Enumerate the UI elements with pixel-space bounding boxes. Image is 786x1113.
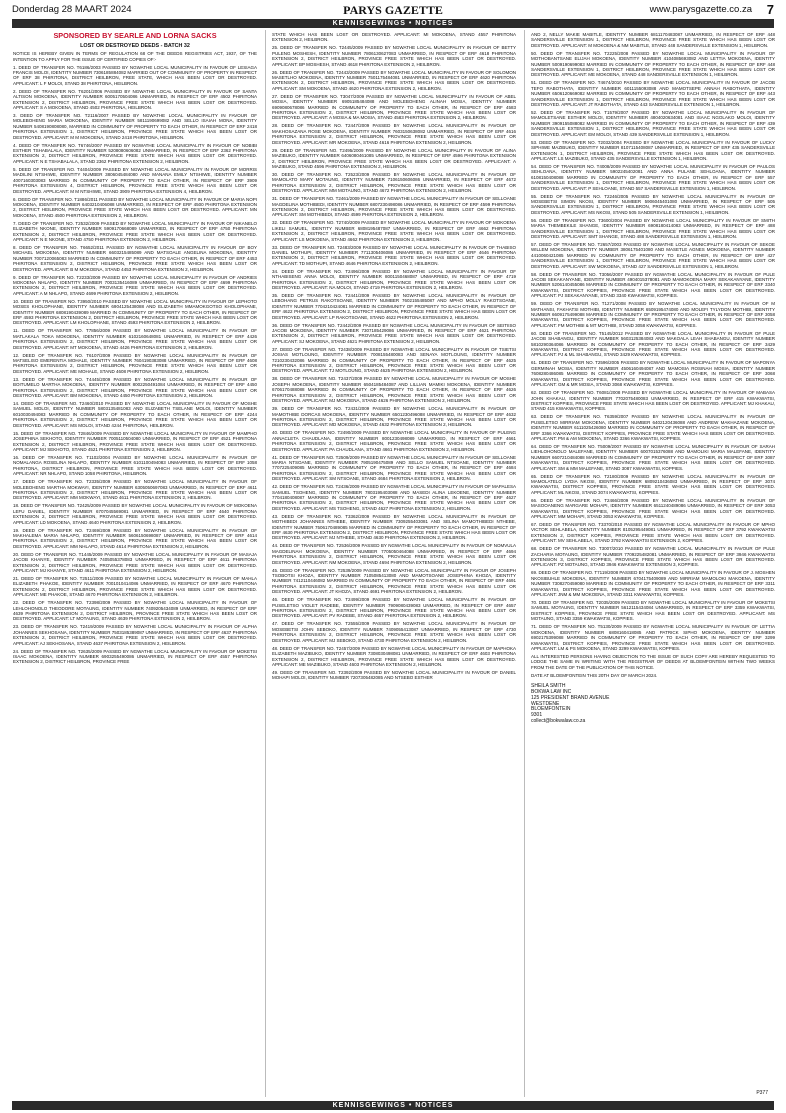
signature-line: collect@bokwalaw.co.za [531, 717, 586, 724]
notice-entry: 63. DEED OF TRANSFER NO. T6359/2007 PASSED BY NGWATHE LOCAL MUNICIPALITY IN FAVOUR OF PUSELETSO MIRRIAM MOKOENA, IDENTITY NUMBER 6402120436088 AND ANDREW MAKHAZANE MOKOENA, IDENTITY NUMBER 6111025426080 MARRIED IN COMMUNITY OF PROPERTY TO EACH OTHER, IN RESPECT OF ERF 3366 KWAKWATSI, DISTRICT KOPPIES, PROVINCE FREE STATE WHICH HAS BEEN LOST OR DESTROYED. APPLICANT: PM & AM MOKOENA, STAND 3366 KWAKWATSI, KOPPIES. [531, 414, 775, 441]
notice-entry: 3. DEED OF TRANSFER NO. T2116/2007 PASSED BY NGWATHE LOCAL MUNICIPALITY IN FAVOUR OF MOLEBOHENG MARIA MOKOENA, IDENTITY NUMBER 5811190699082 AND SELLO ISAIAH MONA, IDENTITY NUMBER 5408190808080, MARRIED IN COMMUNITY OF PROPERTY TO EACH OTHER, IN RESPECT OF ERF 2418 PHIRITONA EXTENSION 1, DISTRICT HEILBRON, PROVINCE FREE STATE WHICH HAS BEEN LOST OR DESTROYED. APPLICANT: M M MOKOENA, STAND 2418 PHIRITONA, HEILBRON. [13, 113, 257, 140]
notice-entry: 21. DEED OF TRANSFER NO. T2511/2009 PASSED BY NGWATHE LOCAL MUNICIPALITY IN FAVOUR OF MAHLA ELIZABETH PHAKOE, IDENTITY NUMBER 7001010414086 UNMARRIED, IN RESPECT OF ERF 4670 PHIRITONA EXTENSION 2, DISTRICT HEILBRON, PROVINCE FREE STATE WHICH HAS BEEN LOST OR DESTROYED. APPLICANT: ME PHAKOE, STAND 4670 PHIRITONA EXTENSION 2, HEILBRON. [13, 576, 257, 598]
notice-entry: 50. DEED OF TRANSFER NO. T2225/2008 PASSED BY NGWATHE LOCAL MUNICIPALITY IN FAVOUR OF MOTHOBANTSANE ELIJAH MOKOENA, IDENTITY NUMBER 4104085693082 AND LETTIA MOKOENA, IDENTITY NUMBER 5009190699083 MARRIED IN COMMUNITY OF PROPERTY TO EACH OTHER, IN RESPECT OF ERF 448 SANDERSVILLE EXTENSION 1, DISTRICT HEILBRON, PROVINCE FREE STATE WHICH HAS BEEN LOST OR DESTROYED. APPLICANT: ME MOKOENA, STAND 448 SANDERSVILLE EXTENSION 1, HEILBRON. [531, 50, 775, 78]
notice-entry: 60. DEED OF TRANSFER NO. T5145/2012 PASSED BY NGWATHE LOCAL MUNICIPALITY IN FAVOUR OF PULE JACOB SHABANGU, IDENTITY NUMBER 5603125384083 AND MAKOALA LEAH SHABANGU, IDENTITY NUMBER 5810290364086 MARRIED IN COMMUNITY OF PROPERTY TO EACH OTHER, IN RESPECT OF ERF 3429 KWAKWATSI, DISTRICT KOPPIES, PROVINCE FREE STATE WHICH HAS BEEN LOST OR DESTROYED. APPLICANT: PJ & ML SHABANGU, STAND 3429 KWAKWATSI, KOPPIES. [531, 330, 775, 358]
notice-entry: 61. DEED OF TRANSFER NO. T2596/2005 PASSED BY NGWATHE LOCAL MUNICIPALITY IN FAVOUR OF MAPONYA GERMINAH MOSIA, IDENTITY NUMBER 4506160494087 AND MAMOSIA ROSINAH MOSIA, IDENTITY NUMBER 7608280486085 MARRIED IN COMMUNITY OF PROPERTY TO EACH OTHER, IN RESPECT OF ERF 3068 KWAKWATSI, DISTRICT KOPPIES, PROVINCE FREE STATE WHICH HAS BEEN LOST OR DESTROYED. APPLICANT: GM & MR MOSIA, STAND 3068 KWAKWATSI, KOPPIES. [531, 360, 775, 388]
notice-entry: 58. DEED OF TRANSFER NO. T3056/2007 PASSED BY NGWATHE LOCAL MUNICIPALITY IN FAVOUR OF PULE JACOB SEKAKANYANE, IDENTITY NUMBER 4904015378081 AND MAMOKOENA MARY SEKAKANYANE, IDENTITY NUMBER 5206140455086 MARRIED IN COMMUNITY OF PROPERTY TO EACH OTHER, IN RESPECT OF ERF 3340 KWAKWATSI, DISTRICT KOPPIES, PROVINCE FREE STATE WHICH HAS BEEN LOST OR DESTROYED. APPLICANT: PJ SEKAKANYANE, STAND 3340 KWAKWATSI, KOPPIES. [531, 271, 775, 299]
notice-entry: 40. DEED OF TRANSFER NO. T2490/2009 PASSED BY NGWATHE LOCAL MUNICIPALITY IN FAVOUR OF PULENG ANNACLETA CHAUDLANA, IDENTITY NUMBER 8001230498089 UNMARRIED, IN RESPECT OF ERF 4661 PHIRITONA EXTENSION 2, DISTRICT HEILBRON, PROVINCE FREE STATE WHICH HAS BEEN LOST OR DESTROYED. APPLICANT: PA CHAUDLANA, STAND 4661 PHIRITONA EXTENSION 2, HEILBRON. [272, 430, 516, 452]
notice-entry: 42. DEED OF TRANSFER NO. T2436/2009 PASSED BY NGWATHE LOCAL MUNICIPALITY IN FAVOUR OF MAPALESA SAMUEL TSOHENG, IDENTITY NUMBER 7803195403088 AND MASEDI ALINA LEKOENE, IDENTITY NUMBER 7704180408087 MARRIED IN COMMUNITY OF PROPERTY TO EACH OTHER, IN RESPECT OF ERF 4627 PHIRITONA EXTENSION 2, DISTRICT HEILBRON, PROVINCE FREE STATE WHICH HAS BEEN LOST OR DESTROYED. APPLICANT: MS TSOHENG, STAND 4627 PHIRITONA EXTENSION 2, HEILBRON. [272, 484, 516, 511]
notice-entry: 55. DEED OF TRANSFER NO. T2246/2005 PASSED BY NGWATHE LOCAL MUNICIPALITY IN FAVOUR OF MOSEBETSI SIMON NKOSI, IDENTITY NUMBER 5906045401080 UNMARRIED, IN RESPECT OF ERF 505 SANDERSVILLE EXTENSION 1, DISTRICT HEILBRON, PROVINCE FREE STATE WHICH HAS BEEN LOST OR DESTROYED. APPLICANT: MS NKOSI, STAND 505 SANDERSVILLE EXTENSION 1, HEILBRON. [531, 193, 775, 215]
notice-entry: 4. DEED OF TRANSFER NO. T6746/2007 PASSED BY NGWATHE LOCAL MUNICIPALITY IN FAVOUR OF NOBIBI ESTHER TSHABALALA, IDENTITY NUMBER 5208080606082 UNMARRIED, IN RESPECT OF ERF 2362 PHIRITONA EXTENSION 2, DISTRICT HEILBRON, PROVINCE FREE STATE WHICH HAS BEEN LOST OR DESTROYED. APPLICANT: N E TSHABALALA, STAND 2362 PHIRITONA EXTENSION 2, HEILBRON. [13, 142, 257, 164]
notice-entry: 68. DEED OF TRANSFER NO. T3007/2010 PASSED BY NGWATHE LOCAL MUNICIPALITY IN FAVOUR OF PULE ZACHARIA MOTAUNG, IDENTITY NUMBER 7709225482081 UNMARRIED, IN RESPECT OF ERF 3946 KWAKWATSI EXTENSION 3, DISTRICT KOPPIES, PROVINCE FREE STATE WHICH HAS BEEN LOST OR DESTROYED. APPLICANT: PZ MOTAUNG, STAND 3946 KWAKWATSI EXTENSION 3, KOPPIES. [531, 546, 775, 568]
notice-entry: 44. DEED OF TRANSFER NO. T2536/2009 PASSED BY NGWATHE LOCAL MUNICIPALITY IN FAVOUR OF NOMVULA MAGDELINAH MOKOENA, IDENTITY NUMBER 7705050464088 UNMARRIED, IN RESPECT OF ERF 4694 PHIRITONA EXTENSION 2, DISTRICT HEILBRON, PROVINCE FREE STATE WHICH HAS BEEN LOST OR DESTROYED. APPLICANT: NM MOKOENA, STAND 4694 PHIRITONA EXTENSION 2, HEILBRON. [272, 543, 516, 565]
notice-entry: ALL INTERESTED PERSONS HAVING OBJECTION TO THE ISSUE OF SUCH COPY ARE HEREBY REQUESTED TO LODGE THE SAME IN WRITING WITH THE REGISTRAR OF DEEDS AT BLOEMFONTEIN WITHIN TWO WEEKS FROM THE DATE OF THE PUBLICATION OF THIS NOTICE. [531, 653, 775, 670]
notice-entry: 33. DEED OF TRANSFER NO. T2483/2009 PASSED BY NGWATHE LOCAL MUNICIPALITY IN FAVOUR OF THABISO DANIEL MOTHUPI, IDENTITY NUMBER 7711305406086 UNMARRIED, IN RESPECT OF ERF 4646 PHIRITONA EXTENSION 2, DISTRICT HEILBRON, PROVINCE FREE STATE WHICH HAS BEEN LOST OR DESTROYED. APPLICANT: TD MOTHUPI, STAND 4646 PHIRITONA EXTENSION 2, HEILBRON. [272, 244, 516, 266]
notice-entry: 26. DEED OF TRANSFER NO. T2443/2009 PASSED BY NGWATHE LOCAL MUNICIPALITY IN FAVOUR OF SOLOMON MASETLHO MOKOENA, IDENTITY NUMBER 7501175484081 UNMARRIED, IN RESPECT OF ERF 4620 PHIRITONA EXTENSION 2, DISTRICT HEILBRON, PROVINCE FREE STATE WHICH HAS BEEN LOST OR DESTROYED. APPLICANT: SM MOKOENA, STAND 4620 PHIRITONA EXTENSION 2, HEILBRON. [272, 69, 516, 91]
notice-entry: 65. DEED OF TRANSFER NO. T2180/2009 PASSED BY NGWATHE LOCAL MUNICIPALITY IN FAVOUR OF MAMOLATELO LYDIA NKOSI, IDENTITY NUMBER 6809210436083 UNMARRIED, IN RESPECT OF ERF 3074 KWAKWATSI, DISTRICT KOPPIES, PROVINCE FREE STATE WHICH HAS BEEN LOST OR DESTROYED. APPLICANT: ML NKOSI, STAND 3074 KWAKWATSI, KOPPIES. [531, 473, 775, 495]
signature-line: BOKWA LAW INC [531, 688, 572, 695]
notice-entry: 37. DEED OF TRANSFER NO. T2438/2009 PASSED BY NGWATHE LOCAL MUNICIPALITY IN FAVOUR OF TSIETSI JOSIAS MOTLOUNG, IDENTITY NUMBER 7008155480083 AND SENAYA MOTLOUNG, IDENTITY NUMBER 7210230432086 MARRIED IN COMMUNITY OF PROPERTY TO EACH OTHER, IN RESPECT OF ERF 4625 PHIRITONA EXTENSION 2, DISTRICT HEILBRON, PROVINCE FREE STATE WHICH HAS BEEN LOST OR DESTROYED. APPLICANT: TJ MOTLOUNG, STAND 4625 PHIRITONA EXTENSION 2, HEILBRON. [272, 346, 516, 374]
notice-entry: 66. DEED OF TRANSFER NO. T2466/2009 PASSED BY NGWATHE LOCAL MUNICIPALITY IN FAVOUR OF MASOOANENG MARGARE MOHAPI, IDENTITY NUMBER 6511240489086 UNMARRIED, IN RESPECT OF ERF 3053 KWAKWATSI, DISTRICT KOPPIES, PROVINCE FREE STATE WHICH HAS BEEN LOST OR DESTROYED. APPLICANT: MM MOHAPI, STAND 3053 KWAKWATSI, KOPPIES. [531, 497, 775, 519]
notice-entry: 24. DEED OF TRANSFER NO. T2635/2009 PASSED BY NGWATHE LOCAL MUNICIPALITY IN FAVOUR OF MOKETSI ISAAC MOKOENA, IDENTITY NUMBER 6903255490086 UNMARRIED, IN RESPECT OF ERF 4557 PHIRITONA EXTENSION 2, DISTRICT HEILBRON, PROVINCE FREE [13, 648, 257, 665]
notice-entry: 8. DEED OF TRANSFER NO. T6652/2011 PASSED BY NGWATHE LOCAL MUNICIPALITY IN FAVOUR OF BOY MICHAEL MOKOENA, IDENTITY NUMBER 6603215485089 AND MATSOALE ANGELINA MOKOENA, IDENTITY NUMBER 7007120065083 MARRIED IN COMMUNITY OF PROPERTY TO EACH OTHER, IN RESPECT OF ERF 4453 PHIRITONA EXTENSION 2, DISTRICT HEILBRON, PROVINCE FREE STATE WHICH HAS BEEN LOST OR DESTROYED. APPLICANT: B M MOKOENA, STAND 4453 PHIRITONA EXTENSION 2, HEILBRON. [13, 244, 257, 272]
notice-entry: 23. DEED OF TRANSFER NO. T2419/2009 PASSED BY NGWATHE LOCAL MUNICIPALITY IN FAVOUR OF ALPHA JOHANNES SEKHOSANA, IDENTITY NUMBER 7503185389087 UNMARRIED, IN RESPECT OF ERF 4637 PHIRITONA EXTENSION 2, DISTRICT HEILBRON, PROVINCE FREE STATE WHICH HAS BEEN LOST OR DESTROYED. APPLICANT: AJ SEKHOSANA, STAND 4637 PHIRITONA EXTENSION 2, HEILBRON. [13, 624, 257, 646]
notice-entry: 6. DEED OF TRANSFER NO. T1886/2011 PASSED BY NGWATHE LOCAL MUNICIPALITY IN FAVOUR OF MARIA NOPI MOKOENA, IDENTITY NUMBER 6403210406088 UNMARRIED, IN RESPECT OF ERF 4500 PHIRITONA EXTENSION 2, DISTRICT HEILBRON, PROVINCE FREE STATE WHICH HAS BEEN LOST OR DESTROYED. APPLICANT: MN MOKOENA, STAND 4500 PHIRITONA EXTENSION 2, HEILBRON. [13, 196, 257, 218]
notice-entry: 46. DEED OF TRANSFER NO. T2499/2009 PASSED BY NGWATHE LOCAL MUNICIPALITY IN FAVOUR OF PUSELETSO VIOLET RADEBE, IDENTITY NUMBER 7909080439083 UNMARRIED, IN RESPECT OF ERF 4657 PHIRITONA EXTENSION 2, DISTRICT HEILBRON, PROVINCE FREE STATE WHICH HAS BEEN LOST OR DESTROYED. APPLICANT: PV RADEBE, STAND 4657 PHIRITONA EXTENSION 2, HEILBRON. [272, 597, 516, 619]
notice-entry: 71. DEED OF TRANSFER NO. T5130/2009 PASSED BY NGWATHE LOCAL MUNICIPALITY IN FAVOUR OF LETTIA MOKOENA, IDENTITY NUMBER 6808160418085 AND PATRICK SIPHO MOKOENA, IDENTITY NUMBER 6902175399088 MARRIED IN COMMUNITY OF PROPERTY TO EACH OTHER, IN RESPECT OF ERF 3299 KWAKWATSI, DISTRICT KOPPIES, PROVINCE FREE STATE WHICH HAS BEEN LOST OR DESTROYED. APPLICANT: LM & PS MOKOENA, STAND 3299 KWAKWATSI, KOPPIES. [531, 624, 775, 651]
notice-entry: 34. DEED OF TRANSFER NO. T2496/2009 PASSED BY NGWATHE LOCAL MUNICIPALITY IN FAVOUR OF NTHABISENG ANNA MOLOI, IDENTITY NUMBER 8001150468087 UNMARRIED, IN RESPECT OF ERF 4719 PHIRITONA EXTENSION 2, DISTRICT HEILBRON, PROVINCE FREE STATE WHICH HAS BEEN LOST OR DESTROYED. APPLICANT: NA MOLOI, STAND 4719 PHIRITONA EXTENSION 2, HEILBRON. [272, 268, 516, 290]
notice-entry: 67. DEED OF TRANSFER NO. T3370/2010 PASSED BY NGWATHE LOCAL MUNICIPALITY IN FAVOUR OF MPHO VICTOR SEHLABELA, IDENTITY NUMBER 8105295449081 UNMARRIED, IN RESPECT OF ERF 3792 KWAKWATSI EXTENSION 2, DISTRICT KOPPIES, PROVINCE FREE STATE WHICH HAS BEEN LOST OR DESTROYED. APPLICANT: MV SEHLABELA, STAND 3792 KWAKWATSI EXTENSION 2, KOPPIES. [531, 522, 775, 544]
notice-entry: 5. DEED OF TRANSFER NO. T4404/2009 PASSED BY NGWATHE LOCAL MUNICIPALITY IN FAVOUR OF MORRIS MADILINI NTSHIWE, IDENTITY NUMBER 3806045484080 AND MANANA EMILY NTSHIWE, IDENTITY NUMBER 4007160303083 MARRIED IN COMMUNITY OF PROPERTY TO EACH OTHER, IN RESPECT OF ERF 3909 PHIRITONA EXTENSION 4, DISTRICT HEILBRON, PROVINCE FREE STATE WHICH HAS BEEN LOST OR DESTROYED. APPLICANT: M M NTSHIWE, STAND 3909 PHIRITONA EXTENSION 4, HEILBRON. [13, 166, 257, 194]
notice-entry: 43. DEED OF TRANSFER NO. T3362/2009 PASSED BY NGWATHE LOCAL MUNICIPALITY IN FAVOUR OF MOTHIBEDI JOHANNES NTHEBE, IDENTITY NUMBER 7309255403081 AND SELINA MAMOTHIBEDI NTHEBE, IDENTITY NUMBER 7506170489085 MARRIED IN COMMUNITY OF PROPERTY TO EACH OTHER, IN RESPECT OF ERF 4630 PHIRITONA EXTENSION 2, DISTRICT HEILBRON, PROVINCE FREE STATE WHICH HAS BEEN LOST OR DESTROYED. APPLICANT: MJ NTHEBE, STAND 4630 PHIRITONA EXTENSION 2, HEILBRON. [272, 513, 516, 541]
notice-entry: 2. DEED OF TRANSFER NO. T6201/2006 PASSED BY NGWATHE LOCAL MUNICIPALITY IN FAVOUR OF SANTA ALTISON MOKOENA, IDENTITY NUMBER 6005170504086 UNMARRIED, IN RESPECT OF ERF 4502 PHIRITONA EXTENSION 2, DISTRICT HEILBRON, PROVINCE FREE STATE WHICH HAS BEEN LOST OR DESTROYED. APPLICANT: S A MOKOENA, STAND 4502 PHIRITONA, HEILBRON. [13, 88, 257, 111]
page-header [12, 4, 774, 18]
notice-entry: 31. DEED OF TRANSFER NO. T2461/2009 PASSED BY NGWATHE LOCAL MUNICIPALITY IN FAVOUR OF SELLOANE MAGDELINA MOTHIBEDI, IDENTITY NUMBER 6807230498086 UNMARRIED, IN RESPECT OF ERF 4599 PHIRITONA EXTENSION 2, DISTRICT HEILBRON, PROVINCE FREE STATE WHICH HAS BEEN LOST OR DESTROYED. APPLICANT: SM MOTHIBEDI, STAND 4599 PHIRITONA EXTENSION 2, HEILBRON. [272, 196, 516, 218]
notice-entry: 45. DEED OF TRANSFER NO. T2539/2009 PASSED BY NGWATHE LOCAL MUNICIPALITY IN FAVOUR OF JOSEPH TSOBOTSI KHOZA, IDENTITY NUMBER 7105085413080 AND MAMOTSOANE JOSEPHINA KHOZA, IDENTITY NUMBER 7412110446082 MARRIED IN COMMUNITY OF PROPERTY TO EACH OTHER, IN RESPECT OF ERF 4691 PHIRITONA EXTENSION 2, DISTRICT HEILBRON, PROVINCE FREE STATE WHICH HAS BEEN LOST OR DESTROYED. APPLICANT: JT KHOZA, STAND 4691 PHIRITONA EXTENSION 2, HEILBRON. [272, 567, 516, 595]
section-bar-top: KENNISGEWINGS • NOTICES [12, 19, 774, 28]
notice-entry: 51. DEED OF TRANSFER NO. T4674/2010 PASSED BY NGWATHE LOCAL MUNICIPALITY IN FAVOUR OF JACOB TEFO RABOTHATA, IDENTITY NUMBER 6011155093088 AND MAMOTSEPE ANNAH RABOTHATA, IDENTITY NUMBER 6506120669082 MARRIED IN COMMUNITY OF PROPERTY TO EACH OTHER, IN RESPECT OF ERF 443 SANDERSVILLE EXTENSION 1, DISTRICT HEILBRON, PROVINCE FREE STATE WHICH HAS BEEN LOST OR DESTROYED. APPLICANT: JT RABOTHATA, STAND 443 SANDERSVILLE EXTENSION 1, HEILBRON. [531, 80, 775, 108]
notice-entry: 69. DEED OF TRANSFER NO. T7119/2008 PASSED BY NGWATHE LOCAL MUNICIPALITY IN FAVOUR OF J. MOSHEN NKOSIBUHLE MOKOENA, IDENTITY NUMBER 6704175409089 AND MIRRIAM MAMOLOKI MAKOENA, IDENTITY NUMBER 7308270459080 MARRIED IN COMMUNITY OF PROPERTY TO EACH OTHER, IN RESPECT OF ERF 3311 KWAKWATSI, DISTRICT KOPPIES, PROVINCE FREE STATE WHICH HAS BEEN LOST OR DESTROYED. APPLICANT: JNM & MM MOKOENA, STAND 3311 KWAKWATSI, KOPPIES. [531, 570, 775, 598]
notice-entry: STATE WHICH HAS BEEN LOST OR DESTROYED. APPLICANT: MI MOKOENA, STAND 4557 PHIRITONA EXTENSION 2, HEILBRON. [272, 32, 516, 43]
notice-entry: 29. DEED OF TRANSFER NO. T2495/2009 PASSED BY NGWATHE LOCAL MUNICIPALITY IN FAVOUR OF ALINA MAZIBUKO, IDENTITY NUMBER 6406080461085 UNMARRIED, IN RESPECT OF ERF 4596 PHIRITONA EXTENSION 2, DISTRICT HEILBRON, PROVINCE FREE STATE WHICH HAS BEEN LOST OR DESTROYED. APPLICANT: A MAZIBUKO, STAND 4596 PHIRITONA EXTENSION 2, HEILBRON. [272, 147, 516, 169]
signature-block [531, 684, 775, 725]
notice-entry: 36. DEED OF TRANSFER NO. T2442/2009 PASSED BY NGWATHE LOCAL MUNICIPALITY IN FAVOUR OF SEITIISO JACOB MOKOENA, IDENTITY NUMBER 7307185429086 UNMARRIED, IN RESPECT OF ERF 4621 PHIRITONA EXTENSION 2, DISTRICT HEILBRON, PROVINCE FREE STATE WHICH HAS BEEN LOST OR DESTROYED. APPLICANT: SJ MOKOENA, STAND 4621 PHIRITONA EXTENSION 2, HEILBRON. [272, 322, 516, 344]
notice-entry: 56. DEED OF TRANSFER NO. T3600/2004 PASSED BY NGWATHE LOCAL MUNICIPALITY IN FAVOUR OF SMITH MARIA THEMBEKILE SHANGE, IDENTITY NUMBER 6908180414083 UNMARRIED, IN RESPECT OF ERF 488 SANDERSVILLE EXTENSION 1, DISTRICT HEILBRON, PROVINCE FREE STATE WHICH HAS BEEN LOST OR DESTROYED. APPLICANT: SMT SHANGE, STAND 488 SANDERSVILLE EXTENSION 1, HEILBRON. [531, 217, 775, 239]
notice-entry: 9. DEED OF TRANSFER NO. T2233/2009 PASSED BY NGWATHE LOCAL MUNICIPALITY IN FAVOUR OF ANDRIES MOKOENA NHLAPO, IDENTITY NUMBER 7003135416089 UNMARRIED, IN RESPECT OF ERF 4699 PHIRITONA EXTENSION 2, DISTRICT HEILBRON, PROVINCE FREE STATE WHICH HAS BEEN LOST OR DESTROYED. APPLICANT: A M NHLAPO, STAND 4699 PHIRITONA EXTENSION 2, HEILBRON. [13, 274, 257, 296]
notice-entry: 70. DEED OF TRANSFER NO. T2035/2009 PASSED BY NGWATHE LOCAL MUNICIPALITY IN FAVOUR OF MOKETSI SAMUEL MOTAUNG, IDENTITY NUMBER 5612115434084 UNMARRIED, IN RESPECT OF ERF 3359 KWAKWATSI, DISTRICT KOPPIES, PROVINCE FREE STATE WHICH HAS BEEN LOST OR DESTROYED. APPLICANT: MS MOTAUNG, STAND 3359 KWAKWATSI, KOPPIES. [531, 600, 775, 622]
notice-entry: 22. DEED OF TRANSFER NO. T2398/2009 PASSED BY NGWATHE LOCAL MUNICIPALITY IN FAVOUR OF LEHLOHONOLO THEODORE MOTAUNG, IDENTITY NUMBER 7409205434089 UNMARRIED, IN RESPECT OF ERF 4639 PHIRITONA EXTENSION 2, DISTRICT HEILBRON, PROVINCE FREE STATE WHICH HAS BEEN LOST OR DESTROYED. APPLICANT: LT MOTAUNG, STAND 4639 PHIRITONA EXTENSION 2, HEILBRON. [13, 600, 257, 622]
notice-entry: 27. DEED OF TRANSFER NO. T3047/2009 PASSED BY NGWATHE LOCAL MUNICIPALITY IN FAVOUR OF ABEL MOSIA, IDENTITY NUMBER 6905185484088 AND MOLEBOHENG ALINAH MOSIA, IDENTITY NUMBER 6909080678086 MARRIED IN COMMUNITY OF PROPERTY TO EACH OTHER, IN RESPECT OF ERF 4583 PHIRITONA EXTENSION 2, DISTRICT HEILBRON, PROVINCE FREE STATE WHICH HAS BEEN LOST OR DESTROYED. APPLICANT: A MOSIA & MA MOSIA, STAND 4583 PHIRITONA EXTENSION 2, HEILBRON. [272, 93, 516, 121]
notice-entry: 53. DEED OF TRANSFER NO. T2032/2004 PASSED BY NGWATHE LOCAL MUNICIPALITY IN FAVOUR OF LUCKY SIPHIWE MAZIBUKO, IDENTITY NUMBER 8107115408087 UNMARRIED, IN RESPECT OF ERF 435 SANDERSVILLE EXTENSION 1, DISTRICT HEILBRON, PROVINCE FREE STATE WHICH HAS BEEN LOST OR DESTROYED. APPLICANT: LS MAZIBUKO, STAND 435 SANDERSVILLE EXTENSION 1, HEILBRON. [531, 139, 775, 161]
column-divider [524, 30, 525, 1097]
notice-entry: 16. DEED OF TRANSFER NO. T1102/2004 PASSED BY NGWATHE LOCAL MUNICIPALITY IN FAVOUR OF NOMALANGA ROSELINA NHLAPO, IDENTITY NUMBER 6101100494083 UNMARRIED, IN RESPECT OF ERF 1058 PHIRITONA, DISTRICT HEILBRON, PROVINCE FREE STATE WHICH HAS BEEN LOST OR DESTROYED. APPLICANT: NR NHLAPO, STAND 1058 PHIRITONA, HEILBRON. [13, 454, 257, 477]
page-number: 7 [766, 2, 774, 17]
notice-entry: 48. DEED OF TRANSFER NO. T2457/2009 PASSED BY NGWATHE LOCAL MUNICIPALITY IN FAVOUR OF MAPHOKA ELIZABETH MAZIBUKO, IDENTITY NUMBER 7308030498081 UNMARRIED, IN RESPECT OF ERF 4603 PHIRITONA EXTENSION 2, DISTRICT HEILBRON, PROVINCE FREE STATE WHICH HAS BEEN LOST OR DESTROYED. APPLICANT: ME MAZIBUKO, STAND 4603 PHIRITONA EXTENSION 2, HEILBRON. [272, 645, 516, 667]
issue-date: Donderdag 28 MAART 2024 [12, 4, 132, 15]
website-link[interactable]: www.parysgazette.co.za [649, 4, 752, 15]
notice-entry: AND 2, NELLY MAKIE MABITLE, IDENTITY NUMBER 6811170483087 UNMARRIED, IN RESPECT OF ERF 448 SANDERSVILLE EXTENSION 1, DISTRICT HEILBRON, PROVINCE FREE STATE WHICH HAS BEEN LOST OR DESTROYED. APPLICANT: M MOKOENA & NM MABITLE, STAND 448 SANDERSVILLE EXTENSION 1, HEILBRON. [531, 32, 775, 48]
signature-line: BLOEMFONTEIN [531, 706, 571, 713]
section-bar-bottom: KENNISGEWINGS • NOTICES [12, 1101, 774, 1110]
notice-entry: 59. DEED OF TRANSFER NO. T1271/2008 PASSED BY NGWATHE LOCAL MUNICIPALITY IN FAVOUR OF M MATHANSI, FAKHATSI MOTHIBI, IDENTITY NUMBER 6509195474080 AND MOLEFI TYLYDON MOTHIBI, IDENTITY NUMBER 6609175499088 MARRIED IN COMMUNITY OF PROPERTY TO EACH OTHER, IN RESPECT OF ERF 3058 KWAKWATSI, DISTRICT KOPPIES, PROVINCE FREE STATE WHICH HAS BEEN LOST OR DESTROYED. APPLICANT: FM MOTHIBI & MT MOTHIBI, STAND 3058 KWAKWATSI, KOPPIES. [531, 301, 775, 328]
signature-line: 9301 [531, 712, 543, 719]
notice-entry: 10. DEED OF TRANSFER NO. T3950/2010 PASSED BY NGWATHE LOCAL MUNICIPALITY IN FAVOUR OF LEPHOTO MOSES KHOLOPHANE, IDENTITY NUMBER 6904125438088 AND ELIZABETH MMAMOKGOTSO KHOLOPHANE, IDENTITY NUMBER 6808190439089 MARRIED IN COMMUNITY OF PROPERTY TO EACH OTHER, IN RESPECT OF ERF 4593 PHIRITONA EXTENSION 2, DISTRICT HEILBRON, PROVINCE FREE STATE WHICH HAS BEEN LOST OR DESTROYED. APPLICANT: LM KHOLOPHANE, STAND 4593 PHIRITONA EXTENSION 2, HEILBRON. [13, 298, 257, 326]
notice-entry: 54. DEED OF TRANSFER NO. T4008/2009 PASSED BY NGWATHE LOCAL MUNICIPALITY IN FAVOUR OF PAULOS SEHLOANA, IDENTITY NUMBER 5902245402081 AND ANNA PULANE SEHLOANA, IDENTITY NUMBER 6108150408088 MARRIED IN COMMUNITY OF PROPERTY TO EACH OTHER, IN RESPECT OF ERF 557 SANDERSVILLE EXTENSION 1, DISTRICT HEILBRON, PROVINCE FREE STATE WHICH HAS BEEN LOST OR DESTROYED. APPLICANT: P SEHLOANE, STAND 557 SANDERSVILLE EXTENSION 1, HEILBRON. [531, 163, 775, 191]
notice-entry: 39. DEED OF TRANSFER NO. T2431/2009 PASSED BY NGWATHE LOCAL MUNICIPALITY IN FAVOUR OF MAMOTHIBE DORCAS MOKOENA, IDENTITY NUMBER 6501230496088 UNMARRIED, IN RESPECT OF ERF 4632 PHIRITONA EXTENSION 2, DISTRICT HEILBRON, PROVINCE FREE STATE WHICH HAS BEEN LOST OR DESTROYED. APPLICANT: MD MOKOENA, STAND 4632 PHIRITONA EXTENSION 2, HEILBRON. [272, 406, 516, 428]
notice-entry: 57. DEED OF TRANSFER NO. T2657/2003 PASSED BY NGWATHE LOCAL MUNICIPALITY IN FAVOUR OF SEKOE WILLEM MOKOENA, IDENTITY NUMBER 3806175401080 AND MASETLE AGNES MOKOENA, IDENTITY NUMBER 4410060421085 MARRIED IN COMMUNITY OF PROPERTY TO EACH OTHER, IN RESPECT OF ERF 427 SANDERSVILLE EXTENSION 1, DISTRICT HEILBRON, PROVINCE FREE STATE WHICH HAS BEEN LOST OR DESTROYED. APPLICANT: SW MOKOENA, STAND 427 SANDERSVILLE EXTENSION 1, HEILBRON. [531, 241, 775, 269]
notice-entry: 30. DEED OF TRANSFER NO. T2523/2009 PASSED BY NGWATHE LOCAL MUNICIPALITY IN FAVOUR OF MAMOLATO MARY MOTAUNG, IDENTITY NUMBER 7106150606086 UNMARRIED, IN RESPECT OF ERF 4672 PHIRITONA EXTENSION 2, DISTRICT HEILBRON, PROVINCE FREE STATE WHICH HAS BEEN LOST OR DESTROYED. APPLICANT: MM MOTAUNG, STAND 4672 PHIRITONA EXTENSION 2, HEILBRON. [272, 171, 516, 194]
newspaper-name: PARYS GAZETTE [343, 3, 443, 17]
notice-column-1 [13, 32, 257, 667]
notice-entry: 17. DEED OF TRANSFER NO. T2335/2009 PASSED BY NGWATHE LOCAL MUNICIPALITY IN FAVOUR OF MOLEBOHENG MARTHA MOKWAYI, IDENTITY NUMBER 6305050697083 UNMARRIED, IN RESPECT OF ERF 4611 PHIRITONA EXTENSION 2, DISTRICT HEILBRON, PROVINCE FREE STATE WHICH HAS BEEN LOST OR DESTROYED. APPLICANT: MM MOKWAYI, STAND 4611 PHIRITONA EXTENSION 2, HEILBRON. [13, 479, 257, 501]
notice-entry: 28. DEED OF TRANSFER NO. T2447/2009 PASSED BY NGWATHE LOCAL MUNICIPALITY IN FAVOUR OF MAKHOSAZANA ROSE MOKOENA, IDENTITY NUMBER 7603150638082 UNMARRIED, IN RESPECT OF ERF 4616 PHIRITONA EXTENSION 2, DISTRICT HEILBRON, PROVINCE FREE STATE WHICH HAS BEEN LOST OR DESTROYED. APPLICANT: MR MOKOENA, STAND 4616 PHIRITONA EXTENSION 2, HEILBRON. [272, 123, 516, 145]
notice-entry: 1. DEED OF TRANSFER NO. T6186/2003 PASSED BY NGWATHE LOCAL MUNICIPALITY IN FAVOUR OF LESIAGA FRANCIS MOLOI, IDENTITY NUMBER 7306185884082 MARRIED OUT OF COMMUNITY OF PROPERTY IN RESPECT OF ERF 38 PHIRITONA, DISTRICT HEILBRON, FREE STATE, WHICH HAS BEEN LOST OR DESTROYED. APPLICANT: L F MOLOI, STAND 38 PHIRITONA, HEILBRON. [13, 64, 257, 86]
notice-entry: 52. DEED OF TRANSFER NO. T1579/2007 PASSED BY NGWATHE LOCAL MUNICIPALITY IN FAVOUR OF MAMOLETSANE ESTHER MOLOI, IDENTITY NUMBER 4804020634081 AND ISAAC NGOLAKO MOLOI, IDENTITY NUMBER 3909155088082 MARRIED IN COMMUNITY OF PROPERTY TO EACH OTHER, IN RESPECT OF ERF 439 SANDERSVILLE EXTENSION 1, DISTRICT HEILBRON, PROVINCE FREE STATE WHICH HAS BEEN LOST OR DESTROYED. APPLICANT: EM MOLOI, STAND 439 SANDERSVILLE EXTENSION 1, HEILBRON. [531, 110, 775, 137]
signature-line: WESTDENE [531, 700, 560, 707]
notice-entry: 38. DEED OF TRANSFER NO. T2437/2009 PASSED BY NGWATHE LOCAL MUNICIPALITY IN FAVOUR OF MOSHE JOSEPH MOKOENA, IDENTITY NUMBER 6504185484087 AND LILLIAN MAMIKI MOKOENA, IDENTITY NUMBER 6706170488088 MARRIED IN COMMUNITY OF PROPERTY TO EACH OTHER, IN RESPECT OF ERF 4626 PHIRITONA EXTENSION 2, DISTRICT HEILBRON, PROVINCE FREE STATE WHICH HAS BEEN LOST OR DESTROYED. APPLICANT: MJ MOKOENA, STAND 4626 PHIRITONA EXTENSION 2, HEILBRON. [272, 376, 516, 404]
notice-entry: 64. DEED OF TRANSFER NO. T5009/2007 PASSED BY NGWATHE LOCAL MUNICIPALITY IN FAVOUR OF SARAH LIEHLOHONOLO MALEFANE, IDENTITY NUMBER 6007015376088 AND MAMOLIKI MARIA MALEFANE, IDENTITY NUMBER 6607210484088 MARRIED IN COMMUNITY OF PROPERTY TO EACH OTHER, IN RESPECT OF ERF 3087 KWAKWATSI, DISTRICT KOPPIES, PROVINCE FREE STATE WHICH HAS BEEN LOST OR DESTROYED. APPLICANT: SM & MM MALEFANE, STAND 3087 KWAKWATSI, KOPPIES. [531, 443, 775, 471]
notice-entry: 11. DEED OF TRANSFER NO. T7856/2009 PASSED BY NGWATHE LOCAL MUNICIPALITY IN FAVOUR OF MATLAKALA TOKA MOKOENA, IDENTITY NUMBER 6102160648081 UNMARRIED, IN RESPECT OF ERF 4426 PHIRITONA EXTENSION 2, DISTRICT HEILBRON, PROVINCE FREE STATE WHICH HAS BEEN LOST OR DESTROYED. APPLICANT: MT MOKOENA, STAND 4426 PHIRITONA EXTENSION 2, HEILBRON. [13, 328, 257, 350]
notice-intro: NOTICE IS HEREBY GIVEN IN TERMS OF REGULATION 68 OF THE DEEDS REGISTRIES ACT, 1937, OF THE INTENTION TO APPLY FOR THE ISSUE OF CERTIFIED COPIES OF:- [13, 51, 257, 62]
notice-entry: 25. DEED OF TRANSFER NO. T2445/2009 PASSED BY NGWATHE LOCAL MUNICIPALITY IN FAVOUR OF BETTY PULENG MOSHESH, IDENTITY NUMBER 7806130627083 UNMARRIED, IN RESPECT OF ERF 4618 PHIRITONA EXTENSION 2, DISTRICT HEILBRON, PROVINCE FREE STATE WHICH HAS BEEN LOST OR DESTROYED. APPLICANT: BP MOSHESH, STAND 4618 PHIRITONA EXTENSION 2, HEILBRON. [272, 45, 516, 67]
notice-entry: 18. DEED OF TRANSFER NO. T2425/2009 PASSED BY NGWATHE LOCAL MUNICIPALITY IN FAVOUR OF MOKOENA LEFU DANIEL, IDENTITY NUMBER 6707045569081 UNMARRIED, IN RESPECT OF ERF 4640 PHIRITONA EXTENSION 2, DISTRICT HEILBRON, PROVINCE FREE STATE WHICH HAS BEEN LOST OR DESTROYED. APPLICANT: LD MOKOENA, STAND 4640 PHIRITONA EXTENSION 2, HEILBRON. [13, 503, 257, 525]
notice-entry: 41. DEED OF TRANSFER NO. T2509/2009 PASSED BY NGWATHE LOCAL MUNICIPALITY IN FAVOUR OF SELLOANE MARIA NTSOANE, IDENTITY NUMBER 7905190475089 AND SELLO SAMUEL NTSOANE, IDENTITY NUMBER 7707225409085 MARRIED IN COMMUNITY OF PROPERTY TO EACH OTHER, IN RESPECT OF ERF 4684 PHIRITONA EXTENSION 2, DISTRICT HEILBRON, PROVINCE FREE STATE WHICH HAS BEEN LOST OR DESTROYED. APPLICANT: SM NTSOANE, STAND 4684 PHIRITONA EXTENSION 2, HEILBRON. [272, 454, 516, 482]
notice-column-2 [272, 32, 516, 683]
page-reference: P377 [756, 1090, 768, 1096]
notice-entry: 19. DEED OF TRANSFER NO. T2469/2009 PASSED BY NGWATHE LOCAL MUNICIPALITY IN FAVOUR OF MAKHALEMA MARIA NHLAPO, IDENTITY NUMBER 5606150698087 UNMARRIED, IN RESPECT OF ERF 4614 PHIRITONA EXTENSION 2, DISTRICT HEILBRON, PROVINCE FREE STATE WHICH HAS BEEN LOST OR DESTROYED. APPLICANT: MM NHLAPO, STAND 4614 PHIRITONA EXTENSION 2, HEILBRON. [13, 527, 257, 549]
notice-entry: 12. DEED OF TRANSFER NO. T6107/2009 PASSED BY NGWATHE LOCAL MUNICIPALITY IN FAVOUR OF MATSELISO EMERENTIA MOHALE, IDENTITY NUMBER 7604190383088 UNMARRIED, IN RESPECT OF ERF 4608 PHIRITONA EXTENSION 2, DISTRICT HEILBRON, PROVINCE FREE STATE WHICH HAS BEEN LOST OR DESTROYED. APPLICANT: ME MOHALE, STAND 4608 PHIRITONA EXTENSION 2, HEILBRON. [13, 352, 257, 374]
notice-entry: DATE AT BLOEMFONTEIN THIS 20TH DAY OF MARCH 2024. [531, 672, 658, 678]
column-divider [265, 30, 266, 1097]
signature-line: 125 PRESIDENT BRAND AVENUE [531, 694, 610, 701]
notice-entry: 49. DEED OF TRANSFER NO. T2392/2009 PASSED BY NGWATHE LOCAL MUNICIPALITY IN FAVOUR OF DANIEL MOHAPI MOLOI, IDENTITY NUMBER 7207305482085 AND NTSEBO ESTHER [272, 669, 516, 681]
notice-entry: 35. DEED OF TRANSFER NO. T2441/2009 PASSED BY NGWATHE LOCAL MUNICIPALITY IN FAVOUR OF LEBOHANG PETRUS RAKOTSOANE, IDENTITY NUMBER 7602155485087 AND MPHO MOLLY RAKOTSOANE, IDENTITY NUMBER 7704210424081 MARRIED IN COMMUNITY OF PROPERTY TO EACH OTHER, IN RESPECT OF ERF 4622 PHIRITONA EXTENSION 2, DISTRICT HEILBRON, PROVINCE FREE STATE WHICH HAS BEEN LOST OR DESTROYED. APPLICANT: LP RAKOTSOANE, STAND 4622 PHIRITONA EXTENSION 2, HEILBRON. [272, 293, 516, 320]
notice-entry: 20. DEED OF TRANSFER NO. T1445/2009 PASSED BY NGWATHE LOCAL MUNICIPALITY IN FAVOUR OF MASAJA JACOB KHANYE, IDENTITY NUMBER 7405055378083 UNMARRIED, IN RESPECT OF ERF 4611 PHIRITONA EXTENSION 2, DISTRICT HEILBRON, PROVINCE FREE STATE WHICH HAS BEEN LOST OR DESTROYED. APPLICANT: MJ KHANYE, STAND 4611 PHIRITONA EXTENSION 2, HEILBRON. [13, 551, 257, 573]
notice-column-3 [531, 32, 775, 725]
notice-entry: 32. DEED OF TRANSFER NO. T2740/2009 PASSED BY NGWATHE LOCAL MUNICIPALITY IN FAVOUR OF MOKOENA LIKELI SAMUEL, IDENTITY NUMBER 6808195487087 UNMARRIED, IN RESPECT OF ERF 4662 PHIRITONA EXTENSION 2, DISTRICT HEILBRON, PROVINCE FREE STATE WHICH HAS BEEN LOST OR DESTROYED. APPLICANT: LS MOKOENA, STAND 4662 PHIRITONA EXTENSION 2, HEILBRON. [272, 220, 516, 242]
notice-subtitle: LOST OR DESTROYED DEEDS - BATCH 32 [80, 42, 190, 49]
notice-entry: 13. DEED OF TRANSFER NO. T4445/2009 PASSED BY NGWATHE LOCAL MUNICIPALITY IN FAVOUR OF BOITUMELO MARTHA MOKOENA, IDENTITY NUMBER 8002250491084 UNMARRIED, IN RESPECT OF ERF 4450 PHIRITONA EXTENSION 2, DISTRICT HEILBRON, PROVINCE FREE STATE WHICH HAS BEEN LOST OR DESTROYED. APPLICANT: BM MOKOENA, STAND 4450 PHIRITONA EXTENSION 2, HEILBRON. [13, 376, 257, 399]
notice-entry: 7. DEED OF TRANSFER NO. T2532/2009 PASSED BY NGWATHE LOCAL MUNICIPALITY IN FAVOUR OF NIKANELO ELIZABETH NKONE, IDENTITY NUMBER 5909170668089 UNMARRIED, IN RESPECT OF ERF 4750 PHIRITONA EXTENSION 2, DISTRICT HEILBRON, PROVINCE FREE STATE WHICH HAS BEEN LOST OR DESTROYED. APPLICANT: N E NKONE, STAND 4750 PHIRITONA EXTENSION 2, HEILBRON. [13, 220, 257, 242]
notice-entry: 47. DEED OF TRANSFER NO. T2555/2009 PASSED BY NGWATHE LOCAL MUNICIPALITY IN FAVOUR OF MOSEBETSI JOHN SEBOKO, IDENTITY NUMBER 7409055413087 UNMARRIED, IN RESPECT OF ERF 4730 PHIRITONA EXTENSION 2, DISTRICT HEILBRON, PROVINCE FREE STATE WHICH HAS BEEN LOST OR DESTROYED. APPLICANT: MJ SEBOKO, STAND 4730 PHIRITONA EXTENSION 2, HEILBRON. [272, 621, 516, 643]
signature-line: SHEILA SMITH [531, 683, 566, 690]
notice-entry: 15. DEED OF TRANSFER NO. T2846/2009 PASSED BY NGWATHE LOCAL MUNICIPALITY IN FAVOUR OF MAMPHO JOSEPHINA SEKHOTO, IDENTITY NUMBER 7005110504080 UNMARRIED, IN RESPECT OF ERF 4521 PHIRITONA EXTENSION 2, DISTRICT HEILBRON, PROVINCE FREE STATE WHICH HAS BEEN LOST OR DESTROYED. APPLICANT: MJ SEKHOTO, STAND 4521 PHIRITONA EXTENSION 2, HEILBRON. [13, 430, 257, 452]
notice-entry: 62. DEED OF TRANSFER NO. T6081/2008 PASSED BY NGWATHE LOCAL MUNICIPALITY IN FAVOUR OF MABASA JOHN KHAKAU, IDENTITY NUMBER 7702075480083 UNMARRIED, IN RESPECT OF ERF 415 KWAKWATSI, DISTRICT KOPPIES, PROVINCE FREE STATE WHICH HAS BEEN LOST OR DESTROYED. APPLICANT: MJ KHAKAU, STAND 415 KWAKWATSI, KOPPIES. [531, 390, 775, 412]
notice-entry: 14. DEED OF TRANSFER NO. T2460/2010 PASSED BY NGWATHE LOCAL MUNICIPALITY IN FAVOUR OF MOSHE SAMUEL MOLOI, IDENTITY NUMBER 5803135481083 AND ELIZABETH TSELANE MOLOI, IDENTITY NUMBER 6010030494083 MARRIED IN COMMUNITY OF PROPERTY TO EACH OTHER, IN RESPECT OF ERF 4244 PHIRITONA EXTENSION 2, DISTRICT HEILBRON, PROVINCE FREE STATE WHICH HAS BEEN LOST OR DESTROYED. APPLICANT: MS MOLOI, STAND 4244 PHIRITONA, HEILBRON. [13, 401, 257, 428]
notice-title: SPONSORED BY SEARLE AND LORNA SACKS [53, 31, 217, 40]
